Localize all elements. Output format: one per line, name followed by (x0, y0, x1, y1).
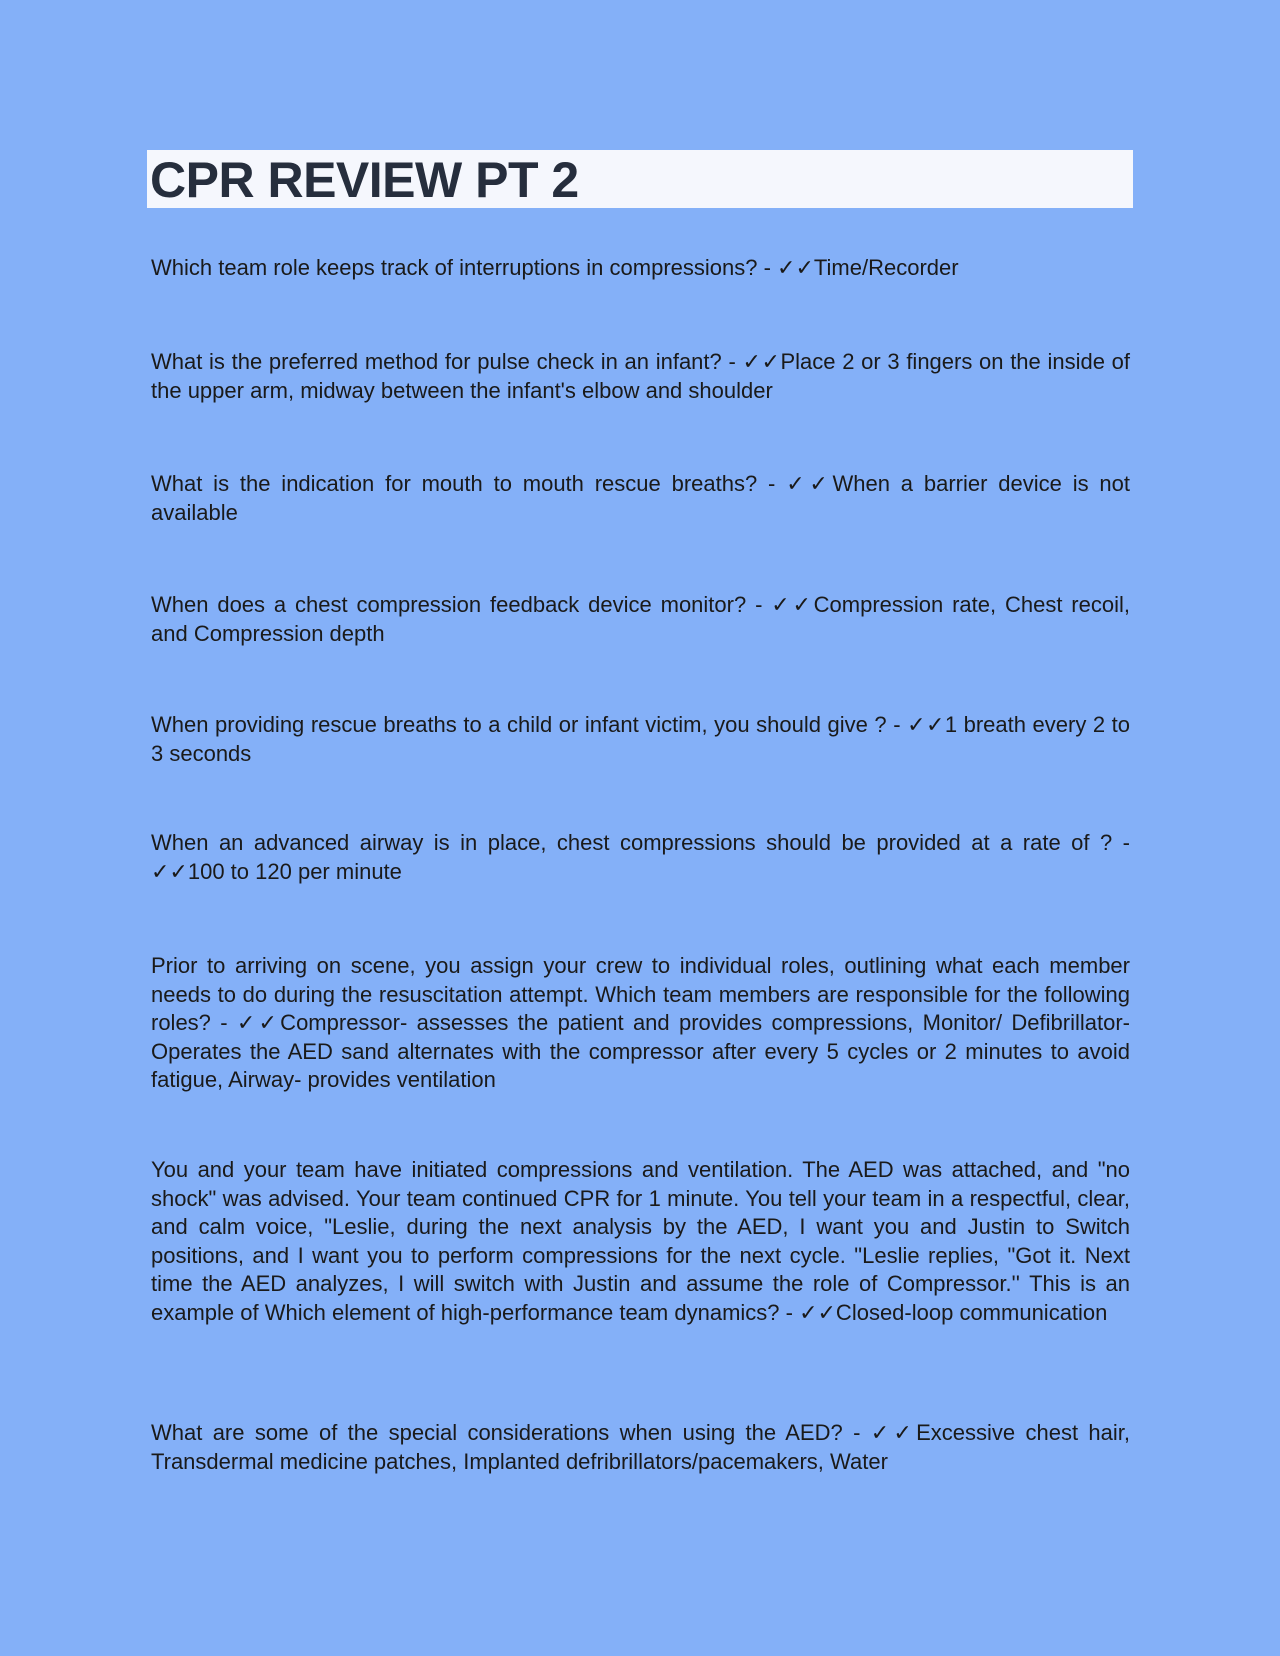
qa-item-5: When providing rescue breaths to a child or infant victim, you should give ? - ✓✓1 breath every 2 to 3 seconds (151, 712, 1130, 766)
document-title: CPR REVIEW PT 2 (150, 152, 579, 208)
qa-item-7: Prior to arriving on scene, you assign your crew to individual roles, outlining what each member needs to do during the resuscitation attempt. Which team members are responsible for the following roles? - ✓✓Compressor- assesses the patient and provides compressions, Monitor/ Defibrillator- Operates the AED sand alternates with the compressor after every 5 cycles or 2 minutes to avoid fatigue, Airway- provides ventilation (151, 953, 1130, 1092)
qa-item-2: What is the preferred method for pulse check in an infant? - ✓✓Place 2 or 3 fingers on the inside of the upper arm, midway between the infant's elbow and shoulder (151, 349, 1130, 403)
qa-item-9: What are some of the special considerations when using the AED? - ✓✓Excessive chest hair, Transdermal medicine patches, Implanted defribrillators/pacemakers, Water (151, 1420, 1130, 1474)
qa-item-8: You and your team have initiated compressions and ventilation. The AED was attached, and "no shock" was advised. Your team continued CPR for 1 minute. You tell your team in a respectful, clear, and calm voice, "Leslie, during the next analysis by the AED, I want you and Justin to Switch positions, and I want you to perform compressions for the next cycle. "Leslie replies, "Got it. Next time the AED analyzes, I will switch with Justin and assume the role of Compressor.'' This is an example of Which element of high-performance team dynamics? - ✓✓Closed-loop communication (151, 1157, 1130, 1325)
qa-item-3: What is the indication for mouth to mouth rescue breaths? - ✓✓When a barrier device is not available (151, 471, 1130, 525)
title-banner (147, 150, 1133, 208)
qa-item-6: When an advanced airway is in place, chest compressions should be provided at a rate of ? - ✓✓100 to 120 per minute (151, 830, 1130, 884)
qa-item-1: Which team role keeps track of interruptions in compressions? - ✓✓Time/Recorder (151, 255, 959, 280)
qa-item-4: When does a chest compression feedback device monitor? - ✓✓Compression rate, Chest recoil, and Compression depth (151, 592, 1130, 646)
